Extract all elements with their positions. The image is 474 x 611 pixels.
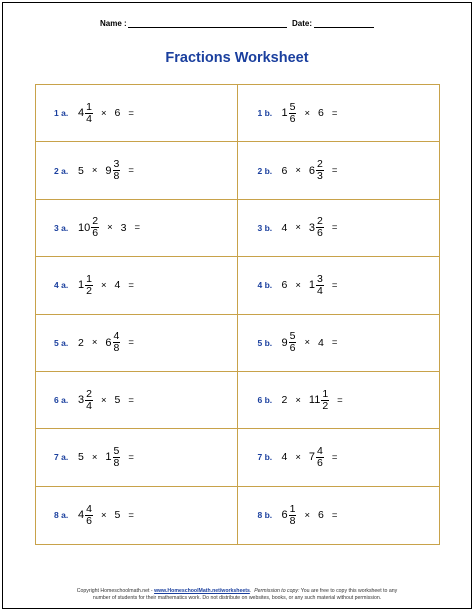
footer-permission: Permission to copy: (254, 588, 300, 594)
times-sign: × (304, 509, 311, 521)
times-sign: × (100, 509, 107, 521)
first-factor-whole-number: 5 (78, 451, 84, 464)
first-factor-denominator: 4 (86, 112, 92, 125)
times-sign: × (91, 165, 98, 177)
times-sign: × (295, 279, 301, 291)
first-factor-whole: 4 (78, 509, 85, 522)
second-factor-whole: 6 (105, 336, 112, 349)
second-factor-whole-number: 5 (114, 509, 121, 522)
problem-expression (78, 159, 142, 182)
first-factor-whole: 9 (281, 336, 288, 349)
second-factor-numerator: 5 (113, 444, 120, 457)
second-factor-mixed-number (105, 159, 120, 182)
equals-sign: = (128, 107, 134, 119)
equals-sign: = (128, 451, 134, 463)
first-factor-denominator: 2 (86, 284, 92, 297)
problem-number: 7 b. (257, 452, 273, 463)
equals-sign: = (331, 279, 338, 291)
first-factor-mixed-number (78, 216, 99, 239)
second-factor-denominator: 8 (113, 170, 120, 183)
footer-line1-rest: You are free to copy this worksheet to any (299, 588, 398, 594)
problem-grid (35, 84, 440, 545)
first-factor-numerator: 1 (289, 502, 296, 515)
times-sign: × (295, 451, 301, 463)
problem-cell (36, 142, 238, 199)
problem-number: 5 b. (257, 337, 273, 348)
times-sign: × (91, 451, 98, 463)
equals-sign: = (128, 509, 134, 521)
problem-cell (238, 487, 440, 544)
times-sign: × (295, 222, 301, 234)
problem-number: 1 a. (54, 108, 69, 119)
problem-cell (238, 372, 440, 429)
first-factor-whole: 1 (78, 279, 85, 292)
first-factor-fraction (85, 102, 93, 125)
first-factor-fraction (289, 102, 297, 125)
second-factor-whole-number: 6 (114, 107, 121, 120)
copyright-footer: Copyright Homeschoolmath.net - www.HomeschoolMath.net/worksheets. Permission to copy: You are free to copy this worksheet to any number of students for their mathematics work. Do not distribute on websites, books, or any such material without permission. (0, 588, 474, 602)
equals-sign: = (331, 337, 338, 349)
second-factor-whole-number: 4 (114, 279, 121, 292)
equals-sign: = (337, 394, 343, 406)
worksheet-title: Fractions Worksheet (165, 50, 309, 66)
problem-number: 8 a. (54, 510, 69, 521)
times-sign: × (100, 107, 107, 119)
problem-expression (78, 331, 142, 354)
first-factor-mixed-number (78, 274, 93, 297)
problem-cell (36, 85, 238, 142)
date-label: Date: (292, 19, 313, 28)
second-factor-denominator: 3 (317, 170, 323, 183)
second-factor-mixed-number (309, 159, 324, 182)
second-factor-whole: 11 (308, 394, 321, 407)
second-factor-denominator: 4 (317, 284, 323, 297)
problem-number: 4 b. (257, 280, 273, 291)
problem-number: 7 a. (54, 452, 69, 463)
problem-cell (238, 315, 440, 372)
second-factor-whole-number: 3 (120, 221, 127, 234)
problem-expression (282, 446, 346, 469)
second-factor-denominator: 2 (322, 399, 329, 412)
second-factor-whole: 3 (308, 221, 316, 234)
second-factor-whole: 1 (308, 279, 316, 292)
equals-sign: = (331, 509, 338, 521)
second-factor-mixed-number (309, 446, 324, 469)
first-factor-whole: 1 (281, 107, 288, 120)
first-factor-whole-number: 2 (78, 336, 84, 349)
first-factor-fraction (289, 331, 297, 354)
second-factor-denominator: 8 (113, 456, 120, 469)
equals-sign: = (331, 165, 338, 177)
first-factor-mixed-number (78, 504, 93, 527)
second-factor-numerator: 3 (317, 272, 323, 285)
problem-expression (282, 216, 346, 239)
problem-expression (78, 446, 142, 469)
problem-cell (36, 429, 238, 486)
first-factor-denominator: 6 (289, 112, 296, 125)
first-factor-mixed-number (282, 331, 297, 354)
first-factor-fraction (85, 504, 93, 527)
problem-number: 1 b. (257, 108, 273, 119)
second-factor-mixed-number (309, 216, 324, 239)
first-factor-whole: 10 (78, 221, 91, 234)
problem-expression (282, 331, 346, 354)
problem-number: 6 b. (257, 395, 273, 406)
problem-expression (282, 274, 346, 297)
second-factor-whole-number: 6 (318, 509, 324, 522)
second-factor-fraction (316, 274, 324, 297)
problem-number: 4 a. (54, 280, 69, 291)
second-factor-whole-number: 6 (318, 107, 324, 120)
times-sign: × (107, 222, 113, 234)
first-factor-mixed-number (78, 102, 93, 125)
second-factor-numerator: 3 (113, 158, 120, 171)
first-factor-denominator: 8 (289, 514, 296, 527)
problem-cell (238, 257, 440, 314)
problem-expression (282, 102, 346, 125)
first-factor-whole-number: 2 (281, 394, 288, 407)
times-sign: × (91, 337, 98, 349)
second-factor-mixed-number (105, 331, 120, 354)
problem-number: 5 a. (54, 337, 69, 348)
first-factor-numerator: 1 (86, 272, 92, 285)
second-factor-numerator: 4 (113, 330, 120, 343)
second-factor-numerator: 2 (317, 215, 323, 228)
first-factor-numerator: 1 (86, 100, 92, 113)
problem-expression (78, 216, 148, 239)
first-factor-mixed-number (78, 389, 93, 412)
equals-sign: = (331, 222, 338, 234)
problem-expression (282, 159, 346, 182)
first-factor-whole: 3 (78, 394, 85, 407)
times-sign: × (304, 107, 311, 119)
problem-number: 3 a. (54, 222, 69, 233)
equals-sign: = (134, 222, 141, 234)
times-sign: × (304, 337, 311, 349)
first-factor-numerator: 2 (92, 215, 99, 228)
problem-expression (282, 504, 346, 527)
problem-number: 2 a. (54, 165, 69, 176)
first-factor-whole-number: 5 (78, 164, 84, 177)
first-factor-fraction (85, 274, 93, 297)
first-factor-whole: 4 (78, 107, 85, 120)
problem-cell (238, 200, 440, 257)
problem-expression (282, 389, 351, 412)
footer-link[interactable]: www.HomeschoolMath.net/worksheets (154, 588, 250, 594)
date-blank-line (314, 27, 374, 28)
times-sign: × (100, 394, 107, 406)
second-factor-fraction (316, 446, 324, 469)
second-factor-denominator: 8 (113, 342, 120, 355)
times-sign: × (295, 394, 301, 406)
first-factor-denominator: 6 (289, 342, 296, 355)
second-factor-mixed-number (309, 274, 324, 297)
first-factor-whole-number: 6 (281, 164, 288, 177)
second-factor-whole: 1 (105, 451, 112, 464)
name-blank-line (128, 27, 287, 28)
equals-sign: = (128, 165, 134, 177)
footer-prefix: Copyright Homeschoolmath.net - (76, 588, 155, 594)
first-factor-whole: 6 (281, 509, 288, 522)
problem-number: 6 a. (54, 395, 69, 406)
second-factor-fraction (316, 159, 324, 182)
problem-cell (36, 487, 238, 544)
problem-cell (238, 429, 440, 486)
footer-line2: number of students for their mathematics work. Do not distribute on websites, books, or any such material without permission. (92, 595, 382, 601)
first-factor-numerator: 4 (86, 502, 92, 515)
problem-number: 2 b. (257, 165, 273, 176)
first-factor-whole-number: 6 (281, 279, 288, 292)
equals-sign: = (128, 279, 134, 291)
first-factor-mixed-number (282, 102, 297, 125)
second-factor-fraction (113, 446, 121, 469)
first-factor-numerator: 5 (289, 100, 296, 113)
second-factor-denominator: 6 (317, 227, 323, 240)
second-factor-numerator: 1 (322, 387, 329, 400)
second-factor-whole: 7 (308, 451, 316, 464)
problem-expression (78, 102, 142, 125)
first-factor-whole-number: 4 (281, 451, 288, 464)
times-sign: × (295, 165, 301, 177)
problem-expression (78, 274, 142, 297)
first-factor-mixed-number (282, 504, 297, 527)
second-factor-numerator: 4 (317, 444, 323, 457)
problem-cell (36, 200, 238, 257)
problem-expression (78, 504, 142, 527)
second-factor-fraction (113, 331, 121, 354)
name-label: Name : (100, 19, 127, 28)
first-factor-numerator: 5 (289, 330, 296, 343)
first-factor-denominator: 6 (86, 514, 92, 527)
second-factor-whole-number: 5 (114, 394, 121, 407)
equals-sign: = (331, 451, 338, 463)
first-factor-fraction (85, 389, 93, 412)
problem-expression (78, 389, 142, 412)
second-factor-fraction (321, 389, 329, 412)
first-factor-fraction (91, 216, 99, 239)
second-factor-mixed-number (105, 446, 120, 469)
first-factor-numerator: 2 (86, 387, 92, 400)
times-sign: × (100, 279, 107, 291)
equals-sign: = (128, 394, 134, 406)
equals-sign: = (331, 107, 338, 119)
first-factor-denominator: 6 (92, 227, 99, 240)
problem-number: 8 b. (257, 510, 273, 521)
problem-number: 3 b. (257, 222, 273, 233)
problem-cell (36, 315, 238, 372)
second-factor-whole-number: 4 (318, 336, 324, 349)
second-factor-whole: 9 (105, 164, 112, 177)
first-factor-denominator: 4 (86, 399, 92, 412)
second-factor-fraction (316, 216, 324, 239)
problem-cell (238, 85, 440, 142)
second-factor-mixed-number (309, 389, 329, 412)
second-factor-whole: 6 (308, 164, 316, 177)
problem-cell (36, 257, 238, 314)
first-factor-fraction (289, 504, 297, 527)
problem-cell (238, 142, 440, 199)
second-factor-denominator: 6 (317, 456, 323, 469)
first-factor-whole-number: 4 (281, 221, 288, 234)
problem-cell (36, 372, 238, 429)
equals-sign: = (128, 337, 134, 349)
second-factor-fraction (113, 159, 121, 182)
second-factor-numerator: 2 (317, 158, 323, 171)
